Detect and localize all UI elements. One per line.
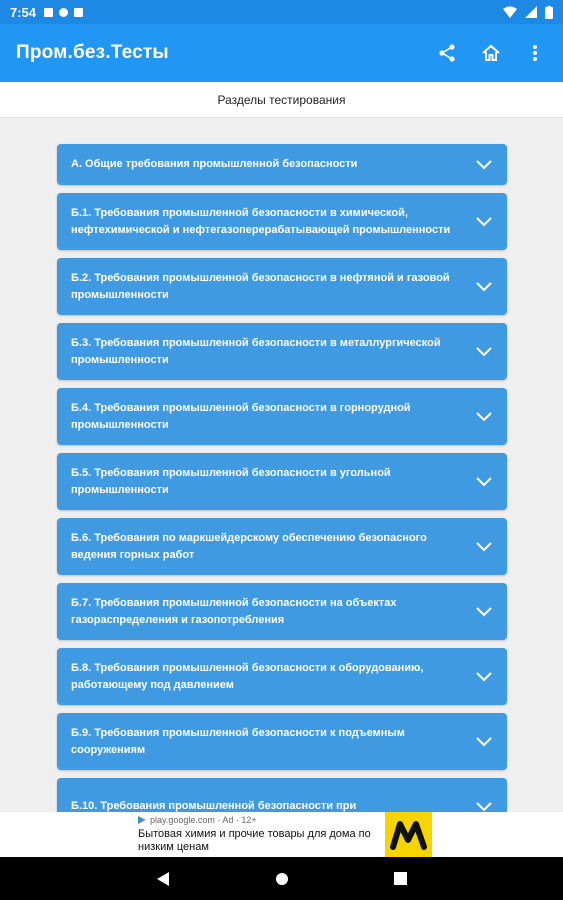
app-notification-icon — [59, 8, 68, 17]
wifi-icon — [503, 6, 517, 18]
section-label: Б.8. Требования промышленной безопасности к оборудованию, работающему под давлением — [71, 661, 424, 691]
ad-logo[interactable] — [385, 812, 432, 857]
section-label: Б.7. Требования промышленной безопасности на объектах газораспределения и газопотребления — [71, 596, 397, 626]
back-icon[interactable] — [156, 871, 170, 887]
ad-banner[interactable] — [0, 812, 563, 857]
home-icon[interactable] — [479, 41, 503, 65]
section-item[interactable] — [57, 388, 507, 445]
section-item[interactable] — [57, 193, 507, 250]
chevron-down-icon — [475, 411, 493, 423]
section-item[interactable] — [57, 583, 507, 640]
battery-icon — [545, 6, 553, 19]
chevron-down-icon — [475, 159, 493, 171]
chevron-down-icon — [475, 346, 493, 358]
section-item[interactable] — [57, 518, 507, 575]
chevron-down-icon — [475, 216, 493, 228]
navigation-bar — [0, 857, 563, 900]
section-item[interactable] — [57, 453, 507, 510]
chevron-down-icon — [475, 671, 493, 683]
section-label: Б.2. Требования промышленной безопасности в нефтяной и газовой промышленности — [71, 271, 450, 301]
section-label: Б.9. Требования промышленной безопасности к подъемным сооружениям — [71, 726, 405, 756]
ad-source-text: play.google.com · Ad · 12+ — [150, 815, 257, 825]
chevron-down-icon — [475, 541, 493, 553]
chevron-down-icon — [475, 606, 493, 618]
section-item[interactable] — [57, 144, 507, 185]
app-title: Пром.без.Тесты — [16, 42, 169, 63]
home-nav-icon[interactable] — [275, 872, 289, 886]
system-icons — [503, 6, 553, 19]
section-label: Б.5. Требования промышленной безопасности в угольной промышленности — [71, 466, 391, 496]
sections-list — [57, 144, 507, 843]
subheader — [0, 82, 563, 118]
app-bar — [0, 24, 563, 82]
section-label: Б.10. Требования промышленной безопасности при — [71, 800, 357, 812]
ad-source — [138, 815, 257, 825]
notification-icons — [44, 8, 83, 17]
ad-text: Бытовая химия и прочие товары для дома по низким ценам — [138, 828, 371, 853]
chevron-down-icon — [475, 801, 493, 813]
app-actions — [435, 41, 547, 65]
section-label: Б.1. Требования промышленной безопасности в химической, нефтехимической и нефтегазоперерабатывающей промышленности — [71, 206, 451, 236]
section-label: Б.6. Требования по маркшейдерскому обеспечению безопасного ведения горных работ — [71, 531, 427, 561]
chevron-down-icon — [475, 476, 493, 488]
section-label: Б.3. Требования промышленной безопасности в металлургической промышленности — [71, 336, 441, 366]
chevron-down-icon — [475, 281, 493, 293]
signal-icon — [525, 6, 537, 18]
section-item[interactable] — [57, 323, 507, 380]
sd-card-icon — [74, 8, 83, 17]
status-bar — [0, 0, 563, 24]
section-item[interactable] — [57, 648, 507, 705]
chevron-down-icon — [475, 736, 493, 748]
section-label: Б.4. Требования промышленной безопасности в горнорудной промышленности — [71, 401, 411, 431]
section-label: А. Общие требования промышленной безопасности — [71, 158, 358, 170]
ad-logo-icon — [390, 820, 428, 850]
notification-icon — [44, 8, 53, 17]
section-item[interactable] — [57, 258, 507, 315]
section-item[interactable] — [57, 713, 507, 770]
share-icon[interactable] — [435, 41, 459, 65]
play-store-icon — [138, 816, 146, 824]
status-time: 7:54 — [10, 4, 37, 20]
subheader-title: Разделы тестирования — [217, 92, 346, 107]
more-vert-icon[interactable] — [523, 41, 547, 65]
recents-icon[interactable] — [394, 872, 407, 885]
